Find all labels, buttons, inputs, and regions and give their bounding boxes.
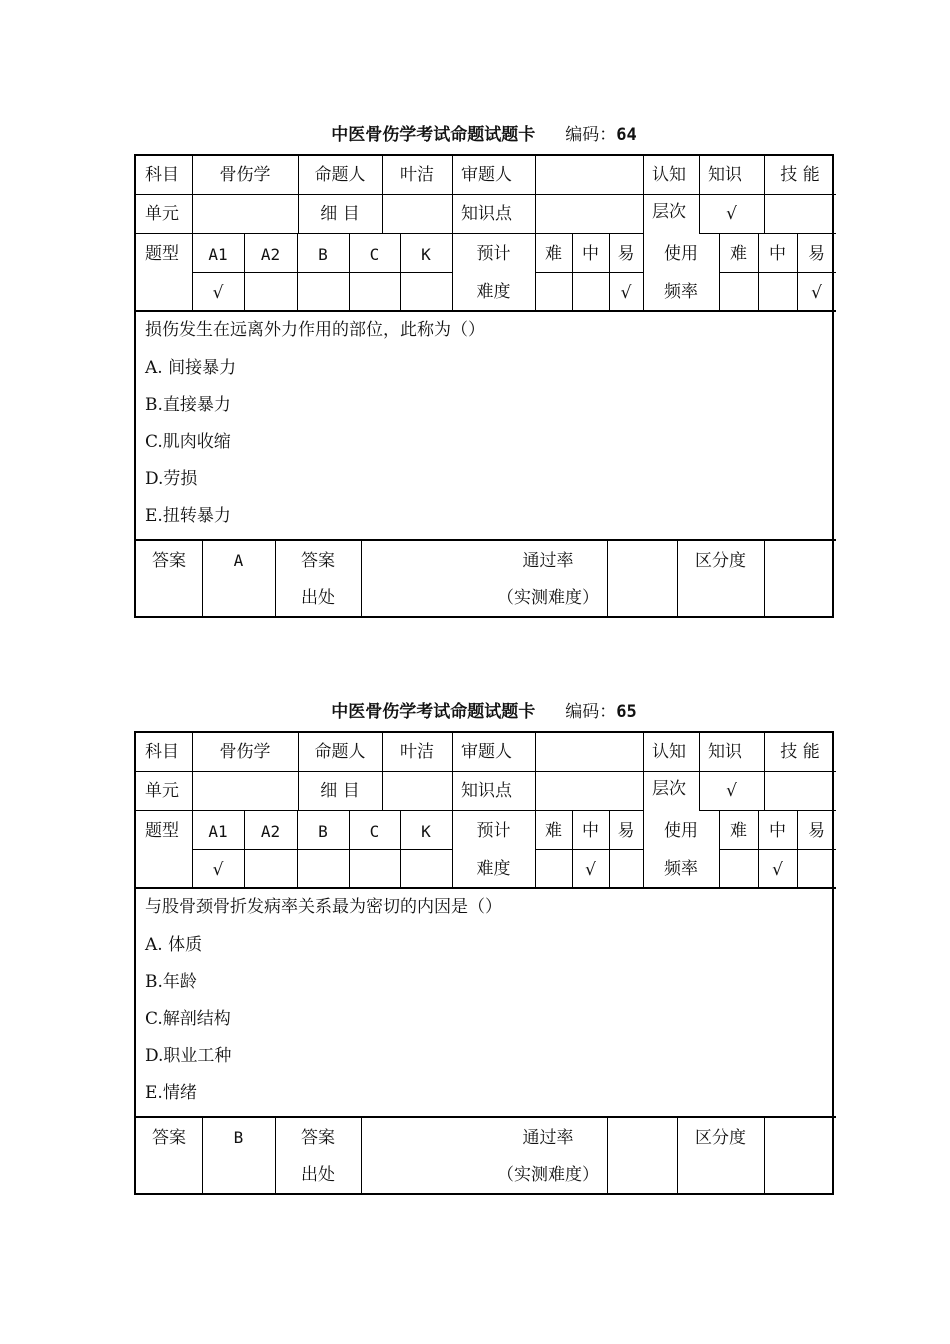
discrimination-label: 区分度 (695, 1128, 746, 1148)
author-label: 命题人 (314, 742, 366, 762)
card-title: 中医骨伤学考试命题试题卡 (331, 125, 536, 145)
author-value: 叶洁 (400, 165, 434, 185)
question-text: 与股骨颈骨折发病率关系最为密切的内因是（） (145, 897, 502, 917)
unit-label: 单元 (145, 204, 179, 224)
pass-rate-label-2: （实测难度） (497, 588, 599, 608)
estimate-label-1: 预计 (476, 244, 511, 264)
knowledge-point-label: 知识点 (461, 781, 512, 801)
pass-rate-label-2: （实测难度） (497, 1165, 599, 1185)
author-value: 叶洁 (400, 742, 434, 762)
question-text: 损伤发生在远离外力作用的部位，此称为（） (145, 320, 485, 340)
unit-label: 单元 (145, 781, 179, 801)
reviewer-label: 审题人 (461, 165, 512, 185)
est-hard: 难 (545, 821, 562, 841)
usage-label-2: 频率 (664, 282, 698, 302)
type-k: K (421, 822, 431, 841)
estimate-label-1: 预计 (476, 821, 511, 841)
difficulty-mark: √ (585, 860, 596, 880)
source-label-1: 答案 (301, 551, 335, 571)
card-code: 64 (616, 125, 637, 145)
question-card-table (134, 731, 834, 1195)
answer-value: A (233, 551, 244, 570)
qtype-label: 题型 (145, 821, 179, 841)
answer-label: 答案 (152, 551, 186, 571)
discrimination-label: 区分度 (695, 551, 746, 571)
knowledge-mark: √ (726, 781, 737, 801)
code-label: 编码： (565, 702, 617, 722)
knowledge-mark: √ (726, 204, 737, 224)
knowledge-label: 知识 (708, 165, 742, 185)
freq-mid: 中 (769, 244, 786, 264)
knowledge-label: 知识 (708, 742, 742, 762)
a1-mark: √ (212, 283, 224, 303)
subject-value: 骨伤学 (219, 742, 271, 762)
detail-label: 细 目 (320, 204, 360, 224)
type-k: K (421, 245, 431, 264)
option-item: D.劳损 (145, 469, 198, 489)
freq-mid: 中 (769, 821, 786, 841)
cognition-label: 认知 (652, 165, 686, 185)
qtype-label: 题型 (145, 244, 179, 264)
type-c: C (369, 822, 380, 841)
est-mid: 中 (582, 821, 599, 841)
estimate-label-2: 难度 (476, 859, 511, 879)
usage-label-1: 使用 (664, 244, 698, 264)
knowledge-point-label: 知识点 (461, 204, 512, 224)
difficulty-mark: √ (620, 283, 632, 303)
reviewer-label: 审题人 (461, 742, 512, 762)
card-title-row (134, 697, 834, 731)
freq-easy: 易 (808, 821, 825, 841)
card-title-row (134, 120, 834, 154)
a1-mark: √ (212, 860, 224, 880)
detail-label: 细 目 (320, 781, 360, 801)
pass-rate-label-1: 通过率 (522, 1128, 574, 1148)
skill-label: 技 能 (780, 742, 820, 762)
exam-card-64 (134, 120, 834, 618)
card-title: 中医骨伤学考试命题试题卡 (331, 702, 536, 722)
skill-label: 技 能 (780, 165, 820, 185)
type-b: B (318, 245, 328, 264)
option-item: E.情绪 (145, 1083, 197, 1103)
option-item: C.解剖结构 (145, 1009, 231, 1029)
est-mid: 中 (582, 244, 599, 264)
est-easy: 易 (617, 821, 635, 841)
option-item: C.肌肉收缩 (145, 432, 231, 452)
option-item: B.直接暴力 (145, 395, 231, 415)
usage-label-2: 频率 (664, 859, 698, 879)
type-a2: A2 (260, 822, 281, 841)
option-item: B.年龄 (145, 972, 197, 992)
option-item: A. 体质 (145, 935, 203, 955)
cognition-label: 认知 (652, 742, 686, 762)
author-label: 命题人 (314, 165, 366, 185)
est-hard: 难 (545, 244, 562, 264)
type-b: B (318, 822, 328, 841)
source-label-2: 出处 (301, 1165, 335, 1185)
answer-label: 答案 (152, 1128, 186, 1148)
subject-label: 科目 (145, 165, 179, 185)
type-a2: A2 (260, 245, 281, 264)
source-label-1: 答案 (301, 1128, 335, 1148)
exam-card-65 (134, 697, 834, 1195)
pass-rate-label-1: 通过率 (522, 551, 574, 571)
card-code: 65 (616, 702, 637, 722)
subject-value: 骨伤学 (219, 165, 271, 185)
freq-hard: 难 (730, 821, 747, 841)
answer-value: B (233, 1128, 244, 1147)
source-label-2: 出处 (301, 588, 335, 608)
level-label: 层次 (652, 779, 686, 799)
estimate-label-2: 难度 (476, 282, 511, 302)
code-label: 编码： (565, 125, 617, 145)
subject-label: 科目 (145, 742, 179, 762)
usage-label-1: 使用 (664, 821, 698, 841)
question-card-table (134, 154, 834, 618)
type-a1: A1 (208, 245, 228, 264)
level-label: 层次 (652, 202, 686, 222)
option-item: A. 间接暴力 (145, 358, 237, 378)
freq-hard: 难 (730, 244, 747, 264)
option-item: E.扭转暴力 (145, 506, 231, 526)
freq-easy: 易 (808, 244, 825, 264)
est-easy: 易 (617, 244, 635, 264)
option-item: D.职业工种 (145, 1046, 232, 1066)
frequency-mark: √ (772, 860, 783, 880)
type-a1: A1 (208, 822, 228, 841)
frequency-mark: √ (811, 283, 822, 303)
type-c: C (369, 245, 380, 264)
